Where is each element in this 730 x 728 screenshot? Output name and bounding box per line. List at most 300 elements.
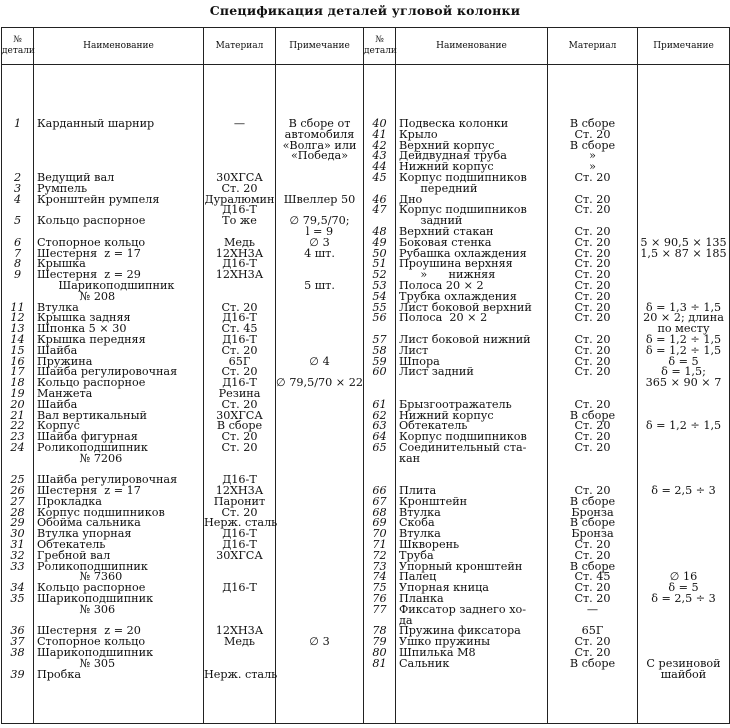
cell-notes-line: δ = 1,2 ÷ 1,5: [645, 332, 722, 346]
cell-notes-line: [638, 151, 729, 162]
cell-materials-line: 30ХГСА: [216, 170, 263, 184]
cell-nums-line: [364, 65, 395, 76]
cell-names-line: Втулка упорная: [37, 527, 132, 541]
cell-materials-line: Ст. 20: [574, 311, 611, 325]
cell-notes-line: [276, 464, 363, 475]
header-row: [2, 28, 730, 65]
cell-nums-line: 47: [372, 203, 387, 217]
cell-materials-line: [204, 97, 275, 108]
cell-notes-line: [276, 518, 363, 529]
cell-notes-line: 5 × 90,5 × 135: [640, 235, 727, 249]
cell-names-line: [37, 76, 203, 87]
cell-materials-line: Ст. 20: [221, 440, 258, 454]
cell-notes-line: [638, 173, 729, 184]
cell-notes-line: [638, 195, 729, 206]
cell-notes-line: [276, 497, 363, 508]
cell-notes-line: [276, 97, 363, 108]
cell-notes-line: Швеллер 50: [283, 192, 356, 206]
cell-names-line: Планка: [399, 592, 444, 606]
cell-names-line: кан: [399, 451, 421, 465]
cell-nums-line: 48: [372, 224, 387, 238]
cell-materials-line: [204, 87, 275, 98]
cell-nums-line: [2, 87, 33, 98]
cell-nums-line: 75: [372, 581, 387, 595]
cell-names-line: Шестерня z = 17: [37, 246, 141, 260]
cell-materials-line: В сборе: [569, 559, 616, 573]
cell-materials-line: Ст. 20: [574, 646, 611, 660]
cell-notes-line: [638, 65, 729, 76]
cell-materials-line: 30ХГСА: [216, 548, 263, 562]
cell-notes-line: [638, 605, 729, 616]
cell-materials-line: Бронза: [571, 527, 614, 541]
cell-names-line: Шестерня z = 29: [37, 268, 141, 282]
cell-names-line: Подвеска колонки: [399, 116, 509, 130]
header-note-right: Примечание: [638, 28, 730, 65]
cell-nums-line: [2, 151, 33, 162]
cell-names-line: [37, 141, 203, 152]
cell-nums-line: 33: [10, 559, 25, 573]
cell-names-line: Обтекатель: [37, 538, 106, 552]
cell-nums-line: 35: [10, 592, 25, 606]
cell-names-line: [37, 130, 203, 141]
cell-nums-line: 77: [372, 602, 387, 616]
cell-notes-line: [638, 454, 729, 465]
cell-notes-line: ∅ 3: [309, 235, 330, 249]
cell-notes-line: δ = 5: [668, 581, 699, 595]
cell-notes-line: [638, 162, 729, 173]
cell-names-line: Упорная кница: [399, 581, 489, 595]
cell-materials-line: Бронза: [571, 505, 614, 519]
cell-materials-line: Дуралюмин: [204, 192, 275, 206]
cell-notes-line: 1,5 × 87 × 185: [640, 246, 727, 260]
cell-materials-line: Ст. 20: [574, 343, 611, 357]
cell-materials-line: 12ХН3А: [215, 624, 264, 638]
header-num-left: № детали: [2, 28, 34, 65]
cell-names-line: Шкворень: [399, 538, 460, 552]
cell-notes-line: [638, 400, 729, 411]
cell-names-line: Палец: [399, 570, 437, 584]
cell-nums-line: 72: [372, 548, 387, 562]
cell-notes-line: l = 9: [305, 224, 334, 238]
cell-notes-line: ∅ 16: [669, 570, 698, 584]
cell-materials-line: Нерж. сталь: [204, 516, 278, 530]
cell-materials-line: —: [233, 116, 246, 130]
cell-materials-line: Д16-Т: [222, 311, 257, 325]
cell-notes-line: [638, 205, 729, 216]
cell-names-line: Втулка: [37, 300, 79, 314]
cell-materials-line: »: [589, 160, 596, 174]
cell-materials-line: Ст. 20: [574, 268, 611, 282]
cell-notes-line: [276, 562, 363, 573]
cell-nums-line: 73: [372, 559, 387, 573]
cell-names-line: [37, 65, 203, 76]
cell-notes-line: [638, 518, 729, 529]
cell-materials-line: Ст. 20: [221, 365, 258, 379]
cell-materials-line: В сборе: [569, 116, 616, 130]
cell-materials-line: Медь: [223, 635, 256, 649]
cell-nums-line: [2, 281, 33, 292]
cell-materials-line: Ст. 20: [574, 246, 611, 260]
left-material-column: [204, 65, 276, 724]
cell-notes-line: [276, 572, 363, 583]
cell-nums-line: 78: [372, 624, 387, 638]
cell-names-line: Лист задний: [399, 365, 474, 379]
cell-nums-line: 55: [372, 300, 387, 314]
cell-names-line: Полоса 20 × 2: [399, 311, 488, 325]
cell-notes-line: [276, 594, 363, 605]
cell-names-line: Шестерня z = 17: [37, 484, 141, 498]
cell-notes-line: δ = 1,5;: [661, 365, 706, 379]
cell-notes-line: [276, 400, 363, 411]
cell-nums-line: 7: [13, 246, 22, 260]
cell-notes-line: [638, 119, 729, 130]
cell-materials-line: В сборе: [569, 656, 616, 670]
cell-names-line: Пружина фиксатора: [399, 624, 521, 638]
cell-notes-line: [276, 475, 363, 486]
cell-names-line: Крышка задняя: [37, 311, 131, 325]
cell-nums-line: 21: [10, 408, 25, 422]
cell-notes-line: [276, 508, 363, 519]
cell-notes-line: [276, 303, 363, 314]
cell-nums-line: 13: [10, 322, 25, 336]
cell-materials-line: Нерж. сталь: [204, 667, 278, 681]
cell-materials-line: Ст. 20: [221, 343, 258, 357]
cell-nums-line: 9: [13, 268, 22, 282]
cell-names-line: [37, 97, 203, 108]
cell-materials-line: Ст. 20: [574, 484, 611, 498]
cell-names-line: Манжета: [37, 386, 93, 400]
cell-names-line: Шарикоподшипник: [37, 592, 154, 606]
cell-nums-line: 50: [372, 246, 387, 260]
cell-notes-line: [638, 637, 729, 648]
cell-materials-line: Ст. 20: [574, 289, 611, 303]
left-name-column: [34, 65, 204, 724]
cell-materials-line: В сборе: [216, 419, 263, 433]
cell-materials-line: [548, 87, 637, 98]
cell-materials-line: Ст. 20: [574, 127, 611, 141]
cell-names-line: Прокладка: [37, 494, 102, 508]
cell-materials-line: То же: [222, 214, 257, 228]
cell-names-line: Трубка охлаждения: [399, 289, 517, 303]
header-name-left: Наименование: [34, 28, 204, 65]
cell-materials-line: Ст. 45: [574, 570, 611, 584]
cell-nums-line: [2, 141, 33, 152]
cell-notes-line: 4 шт.: [304, 246, 335, 260]
cell-names-line: задний: [399, 214, 463, 228]
cell-materials-line: Ст. 45: [221, 322, 258, 336]
cell-nums-line: 71: [372, 538, 387, 552]
cell-nums-line: 62: [372, 408, 387, 422]
cell-names-line: № 208: [37, 289, 116, 303]
cell-materials-line: Д16-Т: [222, 538, 257, 552]
right-note-column: [638, 65, 730, 724]
cell-notes-line: [638, 97, 729, 108]
cell-names-line: Пружина: [37, 354, 93, 368]
cell-materials-line: Резина: [218, 386, 261, 400]
cell-nums-line: 60: [372, 365, 387, 379]
cell-names-line: [399, 65, 547, 76]
cell-names-line: Лист боковой верхний: [399, 300, 532, 314]
cell-notes-line: «Победа»: [290, 149, 349, 163]
cell-names-line: Крыло: [399, 127, 438, 141]
cell-names-line: Шпилька М8: [399, 646, 476, 660]
cell-notes-line: автомобиля: [284, 127, 355, 141]
cell-materials-line: Ст. 20: [574, 430, 611, 444]
cell-notes-line: [276, 529, 363, 540]
cell-notes-line: [638, 259, 729, 270]
cell-notes-line: [638, 184, 729, 195]
cell-materials-line: Ст. 20: [574, 365, 611, 379]
cell-nums-line: 51: [372, 257, 387, 271]
cell-notes-line: [276, 324, 363, 335]
cell-materials-line: Ст. 20: [574, 278, 611, 292]
cell-names-line: Боковая стенка: [399, 235, 492, 249]
cell-names-line: Кольцо распорное: [37, 376, 146, 390]
cell-names-line: Шайба регулировочная: [37, 365, 178, 379]
cell-nums-line: 58: [372, 343, 387, 357]
cell-nums-line: 23: [10, 430, 25, 444]
cell-names-line: № 306: [37, 602, 116, 616]
cell-materials-line: Паронит: [213, 494, 266, 508]
cell-names-line: Корпус подшипников: [37, 505, 165, 519]
cell-nums-line: 5: [13, 214, 22, 228]
cell-notes-line: [276, 432, 363, 443]
cell-notes-line: 365 × 90 × 7: [645, 376, 722, 390]
cell-nums-line: 61: [372, 397, 387, 411]
cell-names-line: Полоса 20 × 2: [399, 278, 484, 292]
cell-materials-line: Ст. 20: [574, 548, 611, 562]
cell-notes-line: 20 × 2; длина: [643, 311, 724, 325]
cell-nums-line: 4: [13, 192, 22, 206]
cell-materials-line: Ст. 20: [221, 397, 258, 411]
header-num-right: № детали: [364, 28, 396, 65]
cell-nums-line: 17: [10, 365, 25, 379]
cell-materials-line: Ст. 20: [574, 635, 611, 649]
cell-names-line: Рубашка охлаждения: [399, 246, 527, 260]
cell-notes-line: [276, 421, 363, 432]
cell-names-line: Гребной вал: [37, 548, 111, 562]
cell-nums-line: 70: [372, 527, 387, 541]
cell-notes-line: [276, 162, 363, 173]
cell-nums-line: [364, 454, 395, 465]
cell-names-line: Кольцо распорное: [37, 214, 146, 228]
cell-notes-line: [276, 173, 363, 184]
cell-nums-line: 34: [10, 581, 25, 595]
cell-materials-line: Ст. 20: [574, 203, 611, 217]
cell-materials-line: [204, 141, 275, 152]
cell-materials-line: [204, 454, 275, 465]
cell-materials-line: Ст. 20: [574, 332, 611, 346]
cell-nums-line: 81: [372, 656, 387, 670]
cell-names-line: Труба: [399, 548, 434, 562]
cell-nums-line: [2, 130, 33, 141]
cell-nums-line: 14: [10, 332, 25, 346]
cell-nums-line: 18: [10, 376, 25, 390]
cell-materials-line: 12ХН3А: [215, 484, 264, 498]
cell-names-line: Шайба фигурная: [37, 430, 138, 444]
cell-nums-line: 45: [372, 170, 387, 184]
cell-notes-line: [638, 626, 729, 637]
cell-notes-line: [276, 659, 363, 670]
cell-materials-line: Ст. 20: [574, 354, 611, 368]
cell-notes-line: [276, 454, 363, 465]
cell-nums-line: 79: [372, 635, 387, 649]
cell-notes-line: [276, 551, 363, 562]
cell-nums-line: 31: [10, 538, 25, 552]
cell-nums-line: 12: [10, 311, 25, 325]
cell-materials-line: Д16-Т: [222, 203, 257, 217]
header-material-right: Материал: [548, 28, 638, 65]
cell-nums-line: [2, 76, 33, 87]
cell-nums-line: 56: [372, 311, 387, 325]
cell-nums-line: 80: [372, 646, 387, 660]
cell-materials-line: Ст. 20: [221, 505, 258, 519]
cell-materials-line: 65Г: [581, 624, 604, 638]
cell-names-line: № 305: [37, 656, 116, 670]
cell-names-line: Втулка: [399, 527, 441, 541]
cell-notes-line: [276, 292, 363, 303]
cell-nums-line: 57: [372, 332, 387, 346]
right-num-column: [364, 65, 396, 724]
cell-notes-line: [276, 87, 363, 98]
header-name-right: Наименование: [396, 28, 548, 65]
cell-names-line: Верхний корпус: [399, 138, 495, 152]
cell-notes-line: [276, 389, 363, 400]
cell-notes-line: [276, 583, 363, 594]
cell-nums-line: 49: [372, 235, 387, 249]
cell-materials-line: Ст. 20: [574, 300, 611, 314]
cell-names-line: Лист: [399, 343, 429, 357]
cell-nums-line: [364, 464, 395, 475]
cell-names-line: Лист боковой нижний: [399, 332, 531, 346]
cell-materials-line: [548, 464, 637, 475]
cell-notes-line: [638, 281, 729, 292]
cell-notes-line: ∅ 79,5/70;: [289, 214, 350, 228]
cell-notes-line: [276, 486, 363, 497]
cell-names-line: Кольцо распорное: [37, 581, 146, 595]
cell-materials-line: [548, 65, 637, 76]
cell-names-line: да: [399, 613, 413, 627]
cell-names-line: » нижняя: [399, 268, 496, 282]
cell-notes-line: В сборе от: [288, 116, 351, 130]
cell-materials-line: В сборе: [569, 494, 616, 508]
cell-notes-line: [638, 540, 729, 551]
cell-names-line: [399, 378, 547, 389]
cell-materials-line: [548, 97, 637, 108]
cell-materials-line: [204, 594, 275, 605]
cell-notes-line: [276, 259, 363, 270]
cell-nums-line: 16: [10, 354, 25, 368]
cell-notes-line: [276, 605, 363, 616]
cell-nums-line: 27: [10, 494, 25, 508]
cell-nums-line: 22: [10, 419, 25, 433]
cell-notes-line: [276, 76, 363, 87]
cell-names-line: Стопорное кольцо: [37, 235, 146, 249]
cell-materials-line: Медь: [223, 235, 256, 249]
cell-materials-line: [204, 605, 275, 616]
cell-names-line: № 7206: [37, 451, 123, 465]
cell-names-line: Проушина верхняя: [399, 257, 513, 271]
cell-nums-line: 44: [372, 160, 387, 174]
cell-names-line: Кронштейн: [399, 494, 468, 508]
cell-nums-line: 24: [10, 440, 25, 454]
table-title: Спецификация деталей угловой колонки: [209, 3, 521, 18]
cell-notes-line: [638, 76, 729, 87]
cell-notes-line: [276, 411, 363, 422]
cell-notes-line: [276, 335, 363, 346]
cell-notes-line: [276, 616, 363, 627]
cell-nums-line: 32: [10, 548, 25, 562]
cell-names-line: Скоба: [399, 516, 435, 530]
cell-nums-line: 64: [372, 430, 387, 444]
cell-nums-line: 15: [10, 343, 25, 357]
cell-names-line: Нижний корпус: [399, 160, 494, 174]
cell-notes-line: [638, 108, 729, 119]
cell-names-line: Корпус подшипников: [399, 170, 527, 184]
cell-materials-line: Д16-Т: [222, 527, 257, 541]
cell-notes-line: ∅ 4: [309, 354, 330, 368]
cell-nums-line: 25: [10, 473, 25, 487]
cell-nums-line: 66: [372, 484, 387, 498]
cell-nums-line: 59: [372, 354, 387, 368]
cell-notes-line: [638, 432, 729, 443]
cell-nums-line: 39: [10, 667, 25, 681]
cell-names-line: Шестерня z = 20: [37, 624, 141, 638]
cell-nums-line: [2, 454, 33, 465]
cell-materials-line: 30ХГСА: [216, 408, 263, 422]
cell-notes-line: шайбой: [660, 667, 707, 681]
cell-notes-line: [638, 270, 729, 281]
cell-names-line: Ведущий вал: [37, 170, 115, 184]
cell-names-line: Фиксатор заднего хо-: [399, 602, 527, 616]
cell-names-line: Шайба: [37, 397, 78, 411]
cell-nums-line: 43: [372, 149, 387, 163]
cell-notes-line: [638, 529, 729, 540]
cell-materials-line: »: [589, 149, 596, 163]
cell-names-line: Обтекатель: [399, 419, 468, 433]
cell-materials-line: Ст. 20: [574, 170, 611, 184]
cell-nums-line: [364, 670, 395, 681]
cell-names-line: Шайба регулировочная: [37, 473, 178, 487]
cell-names-line: Роликоподшипник: [37, 440, 148, 454]
cell-names-line: Обойма сальника: [37, 516, 141, 530]
cell-nums-line: [2, 65, 33, 76]
cell-materials-line: Ст. 20: [574, 538, 611, 552]
cell-nums-line: 40: [372, 116, 387, 130]
cell-nums-line: [364, 87, 395, 98]
cell-names-line: Стопорное кольцо: [37, 635, 146, 649]
cell-names-line: Роликоподшипник: [37, 559, 148, 573]
header-note-left: Примечание: [276, 28, 364, 65]
right-material-column: [548, 65, 638, 724]
cell-nums-line: 19: [10, 386, 25, 400]
cell-nums-line: 30: [10, 527, 25, 541]
cell-materials-line: Ст. 20: [221, 181, 258, 195]
cell-notes-line: «Волга» или: [282, 138, 357, 152]
cell-materials-line: Ст. 20: [574, 592, 611, 606]
cell-names-line: Крышка передняя: [37, 332, 146, 346]
cell-materials-line: 12ХН3А: [215, 268, 264, 282]
cell-names-line: Соединительный ста-: [399, 440, 527, 454]
cell-names-line: Втулка: [399, 505, 441, 519]
cell-notes-line: [638, 443, 729, 454]
cell-nums-line: [2, 97, 33, 108]
cell-materials-line: Ст. 20: [574, 224, 611, 238]
cell-notes-line: ∅ 79,5/70 × 22: [276, 376, 363, 390]
cell-notes-line: [638, 497, 729, 508]
cell-materials-line: Ст. 20: [221, 430, 258, 444]
cell-materials-line: [204, 562, 275, 573]
